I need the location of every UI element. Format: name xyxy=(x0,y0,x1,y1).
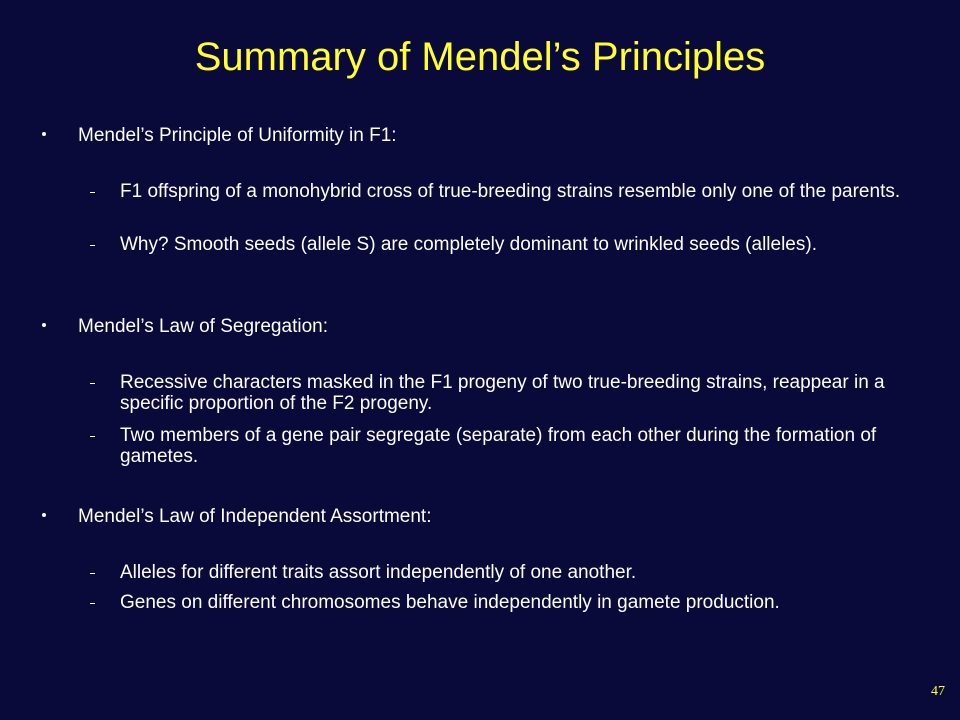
dash-icon xyxy=(90,573,95,574)
sub-item-text: Why? Smooth seeds (allele S) are completely dominant to wrinkled seeds (alleles). xyxy=(120,234,817,255)
sub-item-text: Alleles for different traits assort independently of one another. xyxy=(120,562,637,583)
bullet-item-independent-assortment xyxy=(0,505,960,529)
bullet-heading: Mendel’s Law of Independent Assortment: xyxy=(78,506,432,527)
sub-item-text: Two members of a gene pair segregate (separate) from each other during the formation of gametes. xyxy=(120,425,877,467)
sub-item-text: F1 offspring of a monohybrid cross of true-breeding strains resemble only one of the parents. xyxy=(120,181,901,202)
bullet-item-uniformity xyxy=(0,124,960,148)
bullet-dot-icon xyxy=(42,513,46,517)
dash-icon xyxy=(90,192,95,193)
bullet-dot-icon xyxy=(42,132,46,136)
sub-item-text: Recessive characters masked in the F1 progeny of two true-breeding strains, reappear in a specific proportion of the F2 progeny. xyxy=(120,372,885,414)
dash-icon xyxy=(90,245,95,246)
dash-icon xyxy=(90,383,95,384)
bullet-heading: Mendel’s Law of Segregation: xyxy=(78,316,328,337)
bullet-heading: Mendel’s Principle of Uniformity in F1: xyxy=(78,125,397,146)
slide-title: Summary of Mendel’s Principles xyxy=(194,35,766,79)
sub-item-text: Genes on different chromosomes behave independently in gamete production. xyxy=(120,592,780,613)
dash-icon xyxy=(90,603,95,604)
bullet-dot-icon xyxy=(42,323,46,327)
bullet-item-segregation xyxy=(0,315,960,339)
dash-icon xyxy=(90,436,95,437)
page-number: 47 xyxy=(931,684,945,699)
